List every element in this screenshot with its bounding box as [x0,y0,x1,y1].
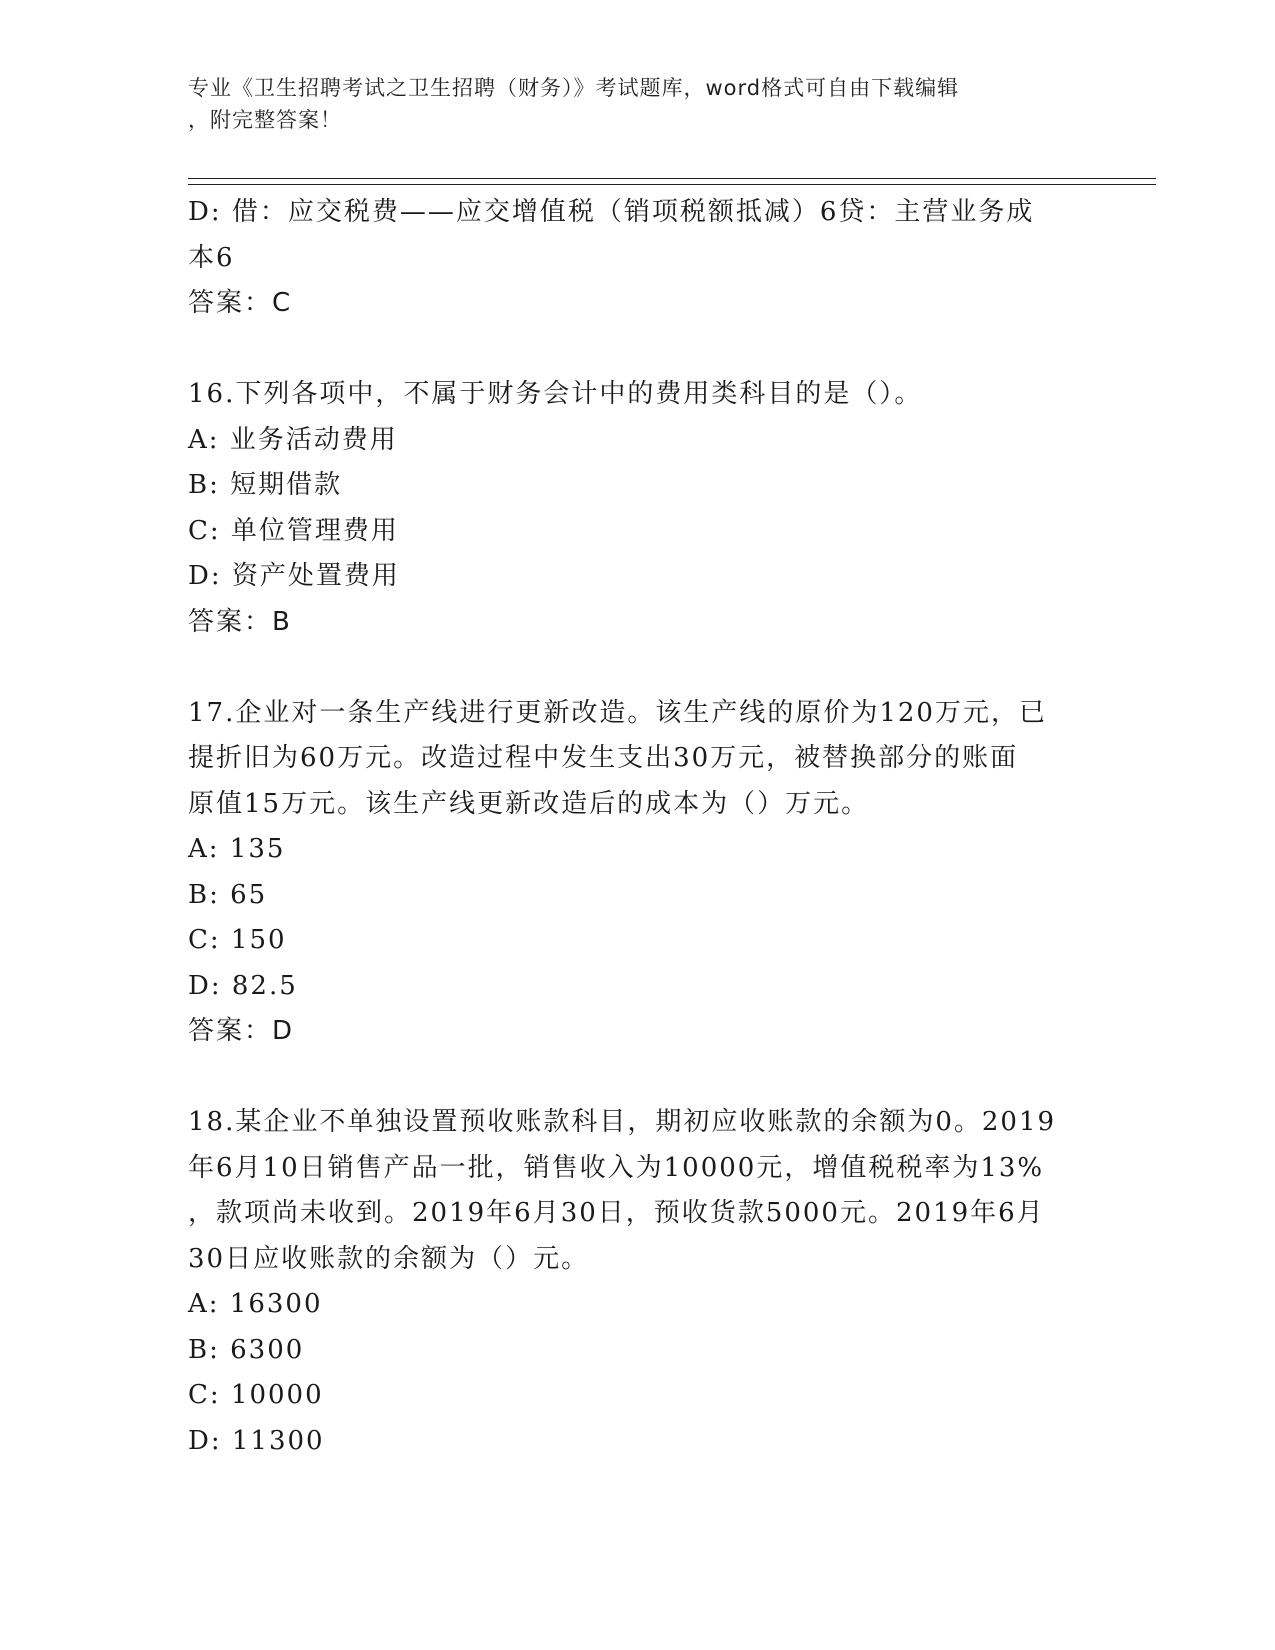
option-d: D: 借：应交税费——应交增值税（销项税额抵减）6贷：主营业务成 [188,197,1035,227]
answer-line: 答案：C [188,288,293,318]
question-stem-line: 18.某企业不单独设置预收账款科目，期初应收账款的余额为0。2019 [188,1107,1057,1137]
question-stem-line: 30日应收账款的余额为（）元。 [188,1243,590,1274]
question-stem-line: 提折旧为60万元。改造过程中发生支出30万元，被替换部分的账面 [188,743,1019,773]
header-double-rule [188,178,1156,185]
option-b: B: 短期借款 [188,470,343,500]
option-b: B: 65 [188,879,268,910]
question-17 [188,691,1088,1055]
page-header [188,72,1068,136]
answer-line: 答案：D [188,1016,295,1046]
spacer [188,327,1088,373]
answer-line: 答案：B [188,606,292,637]
option-a: A: 16300 [188,1289,323,1319]
option-b: B: 6300 [188,1334,305,1365]
question-stem-line: 原值15万元。该生产线更新改造后的成本为（）万元。 [188,788,870,819]
header-line-1: 专业《卫生招聘考试之卫生招聘（财务）》考试题库，word格式可自由下载编辑 [188,76,960,100]
option-d-continued: 本6 [188,242,235,273]
question-16 [188,372,1088,645]
option-a: A: 业务活动费用 [188,424,398,455]
spacer [188,645,1088,691]
option-c: C: 150 [188,925,287,955]
question-stem-line: ，款项尚未收到。2019年6月30日，预收货款5000元。2019年6月 [188,1198,1045,1228]
question-stem-line: 年6月10日销售产品一批，销售收入为10000元，增值税税率为13% [188,1152,1045,1183]
question-stem-line: 17.企业对一条生产线进行更新改造。该生产线的原价为120万元，已 [188,697,1047,728]
header-line-2: ，附完整答案！ [188,108,342,132]
option-d: D: 82.5 [188,970,298,1001]
option-c: C: 单位管理费用 [188,515,399,546]
option-d: D: 资产处置费用 [188,561,400,591]
option-c: C: 10000 [188,1380,324,1410]
question-stem: 16.下列各项中，不属于财务会计中的费用类科目的是（）。 [188,379,923,409]
question-15-tail [188,190,1088,327]
question-content [188,190,1088,1464]
spacer [188,1055,1088,1101]
option-a: A: 135 [188,834,286,864]
option-d: D: 11300 [188,1425,325,1456]
question-18 [188,1100,1088,1464]
